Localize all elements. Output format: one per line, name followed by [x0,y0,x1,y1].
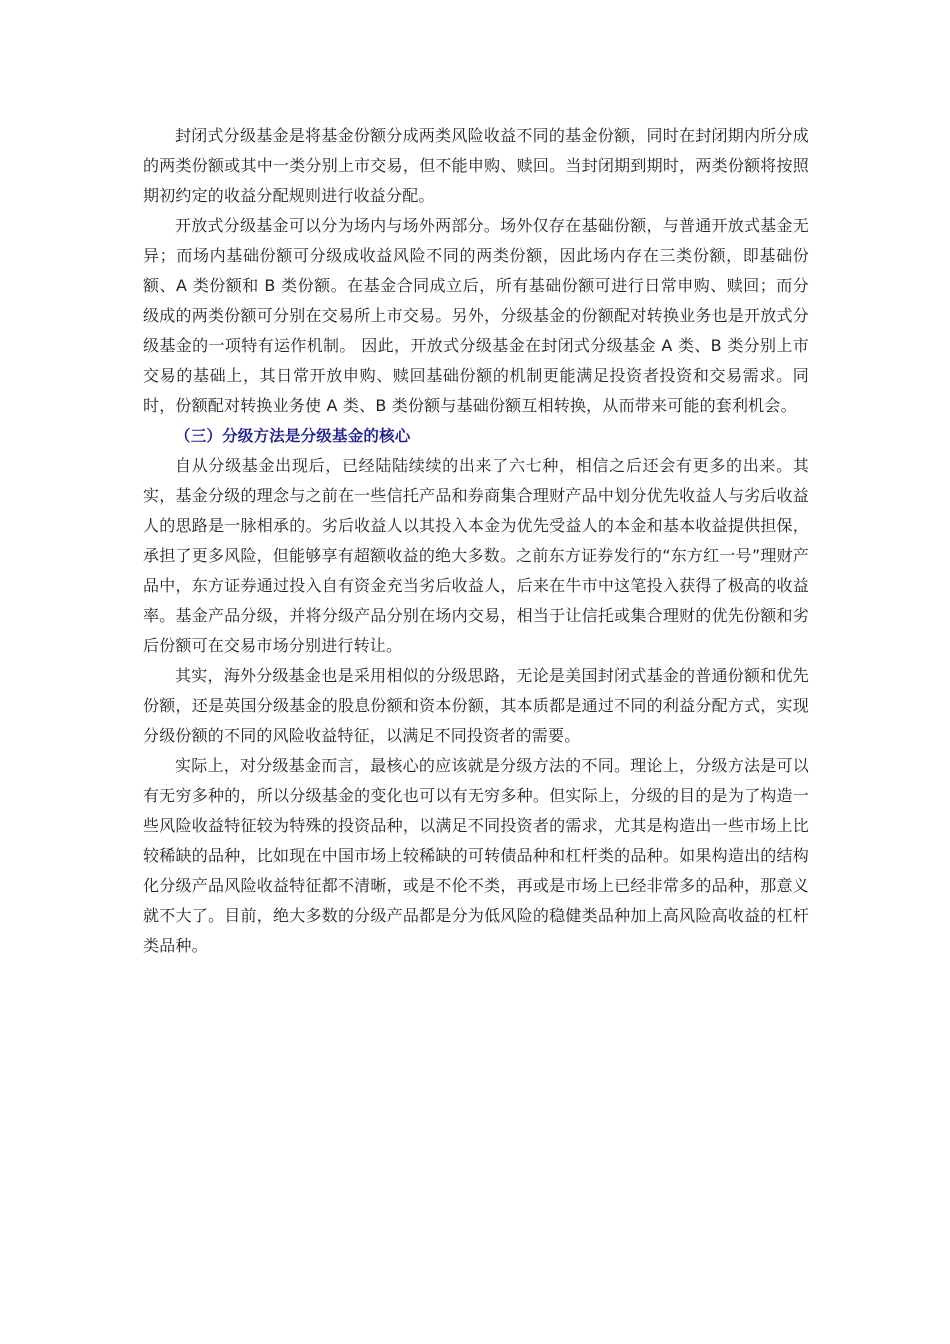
paragraph-closed-end-fund: 封闭式分级基金是将基金份额分成两类风险收益不同的基金份额，同时在封闭期内所分成的两类份额或其中一类分别上市交易，但不能申购、赎回。当封闭期到期时，两类份额将按照期初约定的收益分配规则进行收益分配。 [143,126,809,205]
paragraph-overseas-funds: 其实，海外分级基金也是采用相似的分级思路，无论是美国封闭式基金的普通份额和优先份额，还是英国分级基金的股息份额和资本份额，其本质都是通过不同的利益分配方式，实现分级份额的不同的风险收益特征，以满足不同投资者的需要。 [143,666,809,745]
paragraph-open-end-fund: 开放式分级基金可以分为场内与场外两部分。场外仅存在基础份额，与普通开放式基金无异；而场内基础份额可分级成收益风险不同的两类份额，因此场内存在三类份额，即基础份额、A 类份额和 B 类份额。在基金合同成立后，所有基础份额可进行日常申购、赎回；而分级成的两类份额可分别在交易所上市交易。另外，分级基金的份额配对转换业务也是开放式分级基金的一项特有运作机制。 因此，开放式分级基金在封闭式分级基金 A 类、B 类分别上市交易的基础上，其日常开放申购、赎回基础份额的机制更能满足投资者投资和交易需求。同时，份额配对转换业务使 A 类、B 类份额与基础份额互相转换，从而带来可能的套利机会。 [143,216,809,415]
document-body [143,121,809,961]
paragraph-grading-methods: 实际上，对分级基金而言，最核心的应该就是分级方法的不同。理论上，分级方法是可以有无穷多种的，所以分级基金的变化也可以有无穷多种。但实际上，分级的目的是为了构造一些风险收益特征较为特殊的投资品种，以满足不同投资者的需求，尤其是构造出一些市场上比较稀缺的品种，比如现在中国市场上较稀缺的可转债品种和杠杆类的品种。如果构造出的结构化分级产品风险收益特征都不清晰，或是不伦不类，再或是市场上已经非常多的品种，那意义就不大了。目前，绝大多数的分级产品都是分为低风险的稳健类品种加上高风险高收益的杠杆类品种。 [143,756,809,955]
section-heading: （三）分级方法是分级基金的核心 [175,427,411,445]
paragraph-fund-grading-history: 自从分级基金出现后，已经陆陆续续的出来了六七种，相信之后还会有更多的出来。其实，基金分级的理念与之前在一些信托产品和券商集合理财产品中划分优先收益人与劣后收益人的思路是一脉相承的。劣后收益人以其投入本金为优先受益人的本金和基本收益提供担保，承担了更多风险，但能够享有超额收益的绝大多数。之前东方证券发行的“东方红一号”理财产品中，东方证券通过投入自有资金充当劣后收益人，后来在牛市中这笔投入获得了极高的收益率。基金产品分级，并将分级产品分别在场内交易，相当于让信托或集合理财的优先份额和劣后份额可在交易市场分别进行转让。 [143,456,809,655]
